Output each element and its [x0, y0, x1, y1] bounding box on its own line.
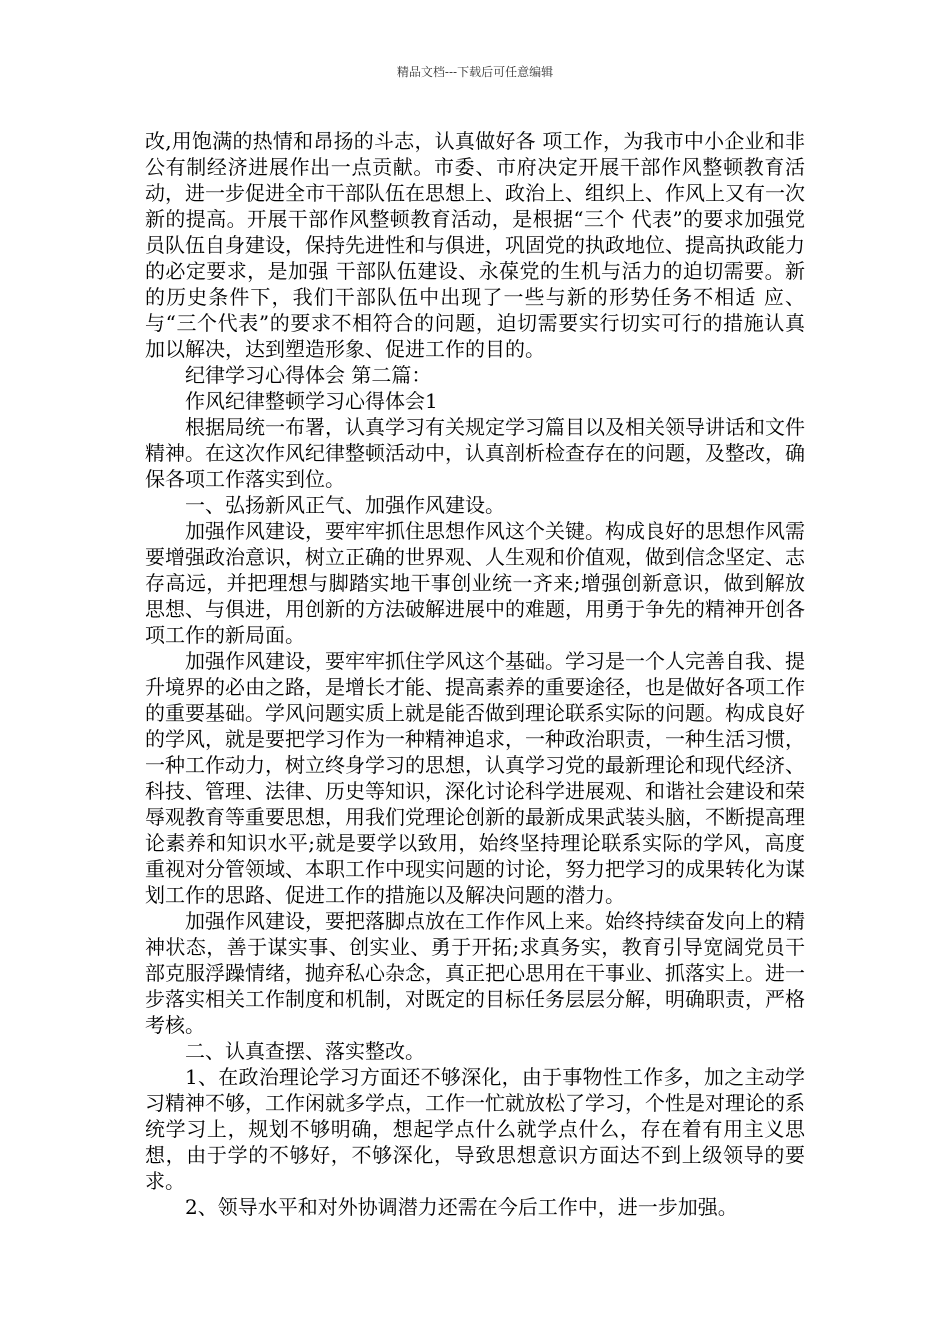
- list-item-2: 2、领导水平和对外协调潜力还需在今后工作中，进一步加强。: [185, 1195, 738, 1219]
- article-title: 作风纪律整顿学习心得体会1: [185, 389, 438, 413]
- paragraph-work-style: 加强作风建设，要把落脚点放在工作作风上来。始终持续奋发向上的精神状态，善于谋实事、创实业、勇于开拓;求真务实，教育引导宽阔党员干部克服浮躁情绪，抛弃私心杂念，真正把心思用在干事业、抓落实上。进一步落实相关工作制度和机制，对既定的目标任务层层分解，明确职责，严格考核。: [145, 909, 805, 1037]
- page-header: 精品文档---下载后可任意编辑: [396, 65, 554, 79]
- paragraph-ideological-style: 加强作风建设，要牢牢抓住思想作风这个关键。构成良好的思想作风需要增强政治意识，树立正确的世界观、人生观和价值观，做到信念坚定、志存高远，并把理想与脚踏实地干事创业统一齐来;增强创新意识，做到解放思想、与俱进，用创新的方法破解进展中的难题，用勇于争先的精神开创各项工作的新局面。: [145, 519, 805, 647]
- heading-one: 一、弘扬新风正气、加强作风建设。: [185, 493, 505, 517]
- document-body: [145, 128, 805, 1220]
- paragraph-study-arrangement: 根据局统一布署，认真学习有关规定学习篇目以及相关领导讲话和文件精神。在这次作风纪律整顿活动中，认真剖析检查存在的问题，及整改，确保各项工作落实到位。: [145, 415, 805, 491]
- paragraph-intro-continued: 改,用饱满的热情和昂扬的斗志，认真做好各 项工作，为我市中小企业和非公有制经济进展作出一点贡献。市委、市府决定开展干部作风整顿教育活动，进一步促进全市干部队伍在思想上、政治上、组织上、作风上又有一次新的提高。开展干部作风整顿教育活动，是根据“三个 代表”的要求加强党员队伍自身建设，保持先进性和与俱进，巩固党的执政地位、提高执政能力的必定要求，是加强 干部队伍建设、永葆党的生机与活力的迫切需要。新的历史条件下，我们干部队伍中出现了一些与新的形势任务不相适 应、与“三个代表”的要求不相符合的问题，迫切需要实行切实可行的措施认真加以解决，达到塑造形象、促进工作的目的。: [145, 129, 805, 361]
- paragraph-study-style: 加强作风建设，要牢牢抓住学风这个基础。学习是一个人完善自我、提升境界的必由之路，是增长才能、提高素养的重要途径，也是做好各项工作的重要基础。学风问题实质上就是能否做到理论联系实际的问题。构成良好的学风，就是要把学习作为一种精神追求，一种政治职责，一种生活习惯，一种工作动力，树立终身学习的思想，认真学习党的最新理论和现代经济、科技、管理、法律、历史等知识，深化讨论科学进展观、和谐社会建设和荣辱观教育等重要思想，用我们党理论创新的最新成果武装头脑，不断提高理论素养和知识水平;就是要学以致用，始终坚持理论联系实际的学风，高度重视对分管领域、本职工作中现实问题的讨论，努力把学习的成果转化为谋划工作的思路、促进工作的措施以及解决问题的潜力。: [145, 649, 805, 907]
- list-item-1: 1、在政治理论学习方面还不够深化，由于事物性工作多，加之主动学习精神不够，工作闲就多学点，工作一忙就放松了学习，个性是对理论的系统学习上，规划不够明确，想起学点什么就学点什么，存在着有用主义思想，由于学的不够好，不够深化，导致思想意识方面达不到上级领导的要求。: [145, 1065, 805, 1193]
- heading-two: 二、认真查摆、落实整改。: [185, 1039, 425, 1063]
- section-title-part-two: 纪律学习心得体会 第二篇：: [185, 363, 432, 387]
